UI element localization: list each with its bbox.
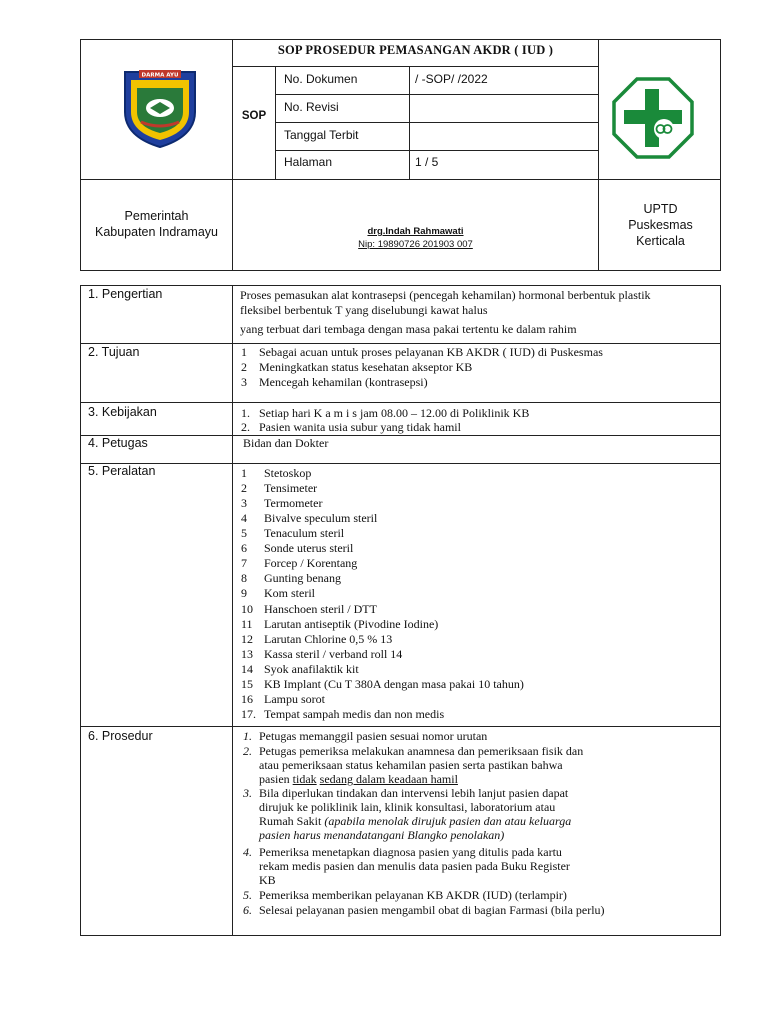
list-number: 17. <box>241 706 256 721</box>
signer-nip: Nip: 19890726 201903 007 <box>358 239 473 250</box>
peralatan-item: Sonde uterus steril <box>264 541 354 556</box>
indramayu-regency-logo <box>121 66 199 148</box>
peralatan-item: Kom steril <box>264 586 315 601</box>
pengertian-text: yang terbuat dari tembaga dengan masa pakai tertentu ke dalam rahim <box>240 322 577 336</box>
list-number: 2 <box>241 481 247 496</box>
peralatan-item: Larutan antiseptik (Pivodine Iodine) <box>264 616 439 631</box>
divider <box>232 66 598 67</box>
divider <box>275 122 598 123</box>
prosedur-step: Petugas pemeriksa melakukan anamnesa dan pemeriksaan fisik dan <box>259 744 584 758</box>
list-number: 12 <box>241 631 253 646</box>
text-span: Rumah Sakit <box>259 814 325 828</box>
list-number: 3 <box>241 496 247 511</box>
peralatan-item: Termometer <box>264 496 323 511</box>
list-item: Setiap hari K a m i s jam 08.00 – 12.00 di Poliklinik KB <box>259 406 530 420</box>
divider <box>81 435 721 436</box>
list-item: Sebagai acuan untuk proses pelayanan KB AKDR ( IUD) di Puskesmas <box>259 345 603 359</box>
meta-label-no-dokumen: No. Dokumen <box>284 72 358 86</box>
list-number: 2. <box>241 420 250 434</box>
list-number: 9 <box>241 586 247 601</box>
peralatan-item: Tenaculum steril <box>264 526 345 541</box>
prosedur-step: rekam medis pasien dan menulis data pasien pada Buku Register <box>259 859 570 873</box>
list-number: 1. <box>241 406 250 420</box>
unit-organization <box>599 201 722 249</box>
page-title: SOP PROSEDUR PEMASANGAN AKDR ( IUD ) <box>277 43 554 57</box>
peralatan-item: Stetoskop <box>264 466 312 480</box>
peralatan-item: Kassa steril / verband roll 14 <box>264 646 403 661</box>
unit-line: Kerticala <box>636 234 685 248</box>
prosedur-step <box>259 814 571 829</box>
sop-label: SOP <box>241 110 267 122</box>
section-label-petugas: 4. Petugas <box>88 436 148 450</box>
list-number: 3 <box>241 375 247 389</box>
list-number: 11 <box>241 616 253 631</box>
puskesmas-logo <box>612 77 694 159</box>
peralatan-item: Syok anafilaktik kit <box>264 661 359 676</box>
peralatan-item: Larutan Chlorine 0,5 % 13 <box>264 631 393 646</box>
section-label-prosedur: 6. Prosedur <box>88 729 153 743</box>
prosedur-step: Petugas memanggil pasien sesuai nomor urutan <box>259 729 488 743</box>
meta-label-halaman: Halaman <box>284 155 333 169</box>
divider <box>275 150 598 151</box>
unit-line: Puskesmas <box>628 218 693 232</box>
prosedur-step: Bila diperlukan tindakan dan intervensi lebih lanjut pasien dapat <box>259 786 569 800</box>
list-number: 7 <box>241 556 247 571</box>
list-item: Pasien wanita usia subur yang tidak hamil <box>259 420 461 434</box>
peralatan-item: KB Implant (Cu T 380A dengan masa pakai 10 tahun) <box>264 676 524 691</box>
prosedur-step: dirujuk ke poliklinik lain, klinik konsultasi, laboratorium atau <box>259 800 556 814</box>
peralatan-item: Tempat sampah medis dan non medis <box>264 706 445 721</box>
issuer-line: Pemerintah <box>124 209 189 223</box>
peralatan-item: Gunting benang <box>264 571 341 586</box>
sop-content-table <box>80 285 721 936</box>
petugas-text: Bidan dan Dokter <box>243 436 329 450</box>
prosedur-step: pasien harus menandatangani Blangko penolakan) <box>259 828 505 842</box>
prosedur-step: Selesai pelayanan pasien mengambil obat di bagian Farmasi (bila perlu) <box>259 903 605 917</box>
underlined-text: tidak <box>292 772 317 786</box>
list-number: 1 <box>241 466 247 480</box>
italic-text: (apabila menolak dirujuk pasien dan atau keluarga <box>324 814 572 828</box>
list-number: 14 <box>241 661 253 676</box>
list-number: 5 <box>241 526 247 541</box>
list-number: 5. <box>243 888 252 902</box>
section-label-peralatan: 5. Peralatan <box>88 464 156 478</box>
list-number: 2. <box>243 744 252 758</box>
divider <box>232 286 233 936</box>
divider <box>81 179 721 180</box>
list-number: 8 <box>241 571 247 586</box>
list-number: 2 <box>241 360 247 374</box>
list-number: 15 <box>241 676 253 691</box>
meta-label-no-revisi: No. Revisi <box>284 100 339 114</box>
peralatan-item: Bivalve speculum steril <box>264 511 378 526</box>
sop-header-table <box>80 39 721 271</box>
text-span: pasien <box>259 772 293 786</box>
list-number: 1 <box>241 345 247 359</box>
divider <box>81 463 721 464</box>
pengertian-text: Proses pemasukan alat kontrasepsi (pencegah kehamilan) hormonal berbentuk plastik <box>240 288 651 302</box>
divider <box>81 726 721 727</box>
issuer-line: Kabupaten Indramayu <box>94 225 218 239</box>
list-number: 6 <box>241 541 247 556</box>
list-item: Meningkatkan status kesehatan akseptor KB <box>259 360 473 374</box>
signer-name: drg.Indah Rahmawati <box>367 226 464 237</box>
list-item: Mencegah kehamilan (kontrasepsi) <box>259 375 428 389</box>
list-number: 16 <box>241 691 253 706</box>
issuer-organization <box>81 208 232 240</box>
divider <box>81 402 721 403</box>
prosedur-step: KB <box>259 873 276 887</box>
peralatan-item: Tensimeter <box>264 481 318 496</box>
list-number: 13 <box>241 646 253 661</box>
divider <box>275 94 598 95</box>
section-label-tujuan: 2. Tujuan <box>88 345 140 359</box>
list-number: 4. <box>243 845 252 859</box>
logo-motto-text: DARMA AYU <box>141 72 179 79</box>
peralatan-item: Forcep / Korentang <box>264 556 358 571</box>
meta-label-tanggal-terbit: Tanggal Terbit <box>284 128 359 142</box>
meta-value-no-dokumen: / -SOP/ /2022 <box>415 72 488 86</box>
unit-line: UPTD <box>643 202 678 216</box>
list-number: 3. <box>243 786 252 800</box>
list-number: 10 <box>241 601 253 616</box>
prosedur-step: Pemeriksa menetapkan diagnosa pasien yang ditulis pada kartu <box>259 845 562 859</box>
prosedur-step <box>259 772 458 787</box>
peralatan-item: Lampu sorot <box>264 691 325 706</box>
pengertian-text: fleksibel berbentuk T yang diselubungi kawat halus <box>240 303 488 317</box>
list-number: 6. <box>243 903 252 917</box>
prosedur-step: Pemeriksa memberikan pelayanan KB AKDR (IUD) (terlampir) <box>259 888 567 902</box>
divider <box>81 343 721 344</box>
section-label-kebijakan: 3. Kebijakan <box>88 405 157 419</box>
prosedur-step: atau pemeriksaan status kehamilan pasien serta pastikan bahwa <box>259 758 563 772</box>
meta-value-halaman: 1 / 5 <box>415 155 439 169</box>
list-number: 1. <box>243 729 252 743</box>
underlined-text: sedang dalam keadaan hamil <box>319 772 458 786</box>
section-label-pengertian: 1. Pengertian <box>88 287 163 301</box>
list-number: 4 <box>241 511 247 526</box>
peralatan-item: Hanschoen steril / DTT <box>264 601 377 616</box>
